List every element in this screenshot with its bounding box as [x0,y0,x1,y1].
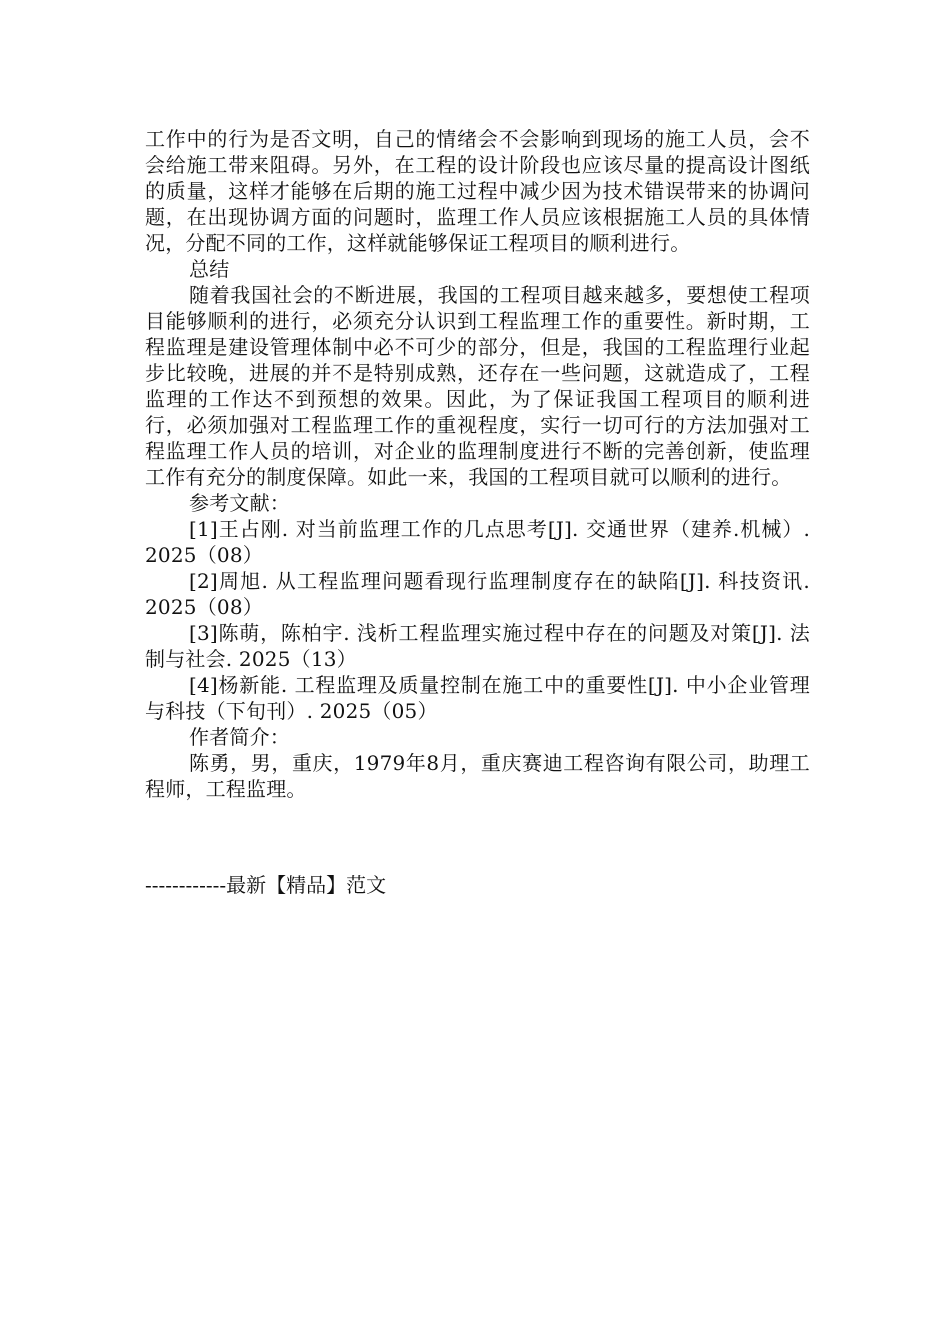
document-body [145,126,810,802]
summary-paragraph: 随着我国社会的不断进展，我国的工程项目越来越多，要想使工程项目能够顺利的进行，必须充分认识到工程监理工作的重要性。新时期，工程监理是建设管理体制中必不可少的部分，但是，我国的工程监理行业起步比较晚，进展的并不是特别成熟，还存在一些问题，这就造成了，工程监理的工作达不到预想的效果。因此，为了保证我国工程项目的顺利进行，必须加强对工程监理工作的重视程度，实行一切可行的方法加强对工程监理工作人员的培训，对企业的监理制度进行不断的完善创新，使监理工作有充分的制度保障。如此一来，我国的工程项目就可以顺利的进行。 [145,283,810,489]
summary-heading: 总结 [189,257,230,281]
reference-item-3: [3]陈萌，陈柏宇. 浅析工程监理实施过程中存在的问题及对策[J]. 法制与社会. 2025（13） [145,621,810,671]
body-paragraph: 工作中的行为是否文明，自己的情绪会不会影响到现场的施工人员，会不会给施工带来阻碍。另外，在工程的设计阶段也应该尽量的提高设计图纸的质量，这样才能够在后期的施工过程中减少因为技术错误带来的协调问题，在出现协调方面的问题时，监理工作人员应该根据施工人员的具体情况，分配不同的工作，这样就能够保证工程项目的顺利进行。 [145,127,810,255]
author-paragraph: 陈勇，男，重庆，1979年8月，重庆赛迪工程咨询有限公司，助理工程师，工程监理。 [145,751,810,801]
reference-item-1: [1]王占刚. 对当前监理工作的几点思考[J]. 交通世界（建养.机械）. 2025（08） [145,517,810,567]
footer-text: ------------最新【精品】范文 [145,873,387,897]
references-heading: 参考文献： [189,491,290,515]
reference-item-2: [2]周旭. 从工程监理问题看现行监理制度存在的缺陷[J]. 科技资讯. 2025（08） [145,569,810,619]
author-heading: 作者简介： [189,725,290,749]
reference-item-4: [4]杨新能. 工程监理及质量控制在施工中的重要性[J]. 中小企业管理与科技（下旬刊）. 2025（05） [145,673,810,723]
